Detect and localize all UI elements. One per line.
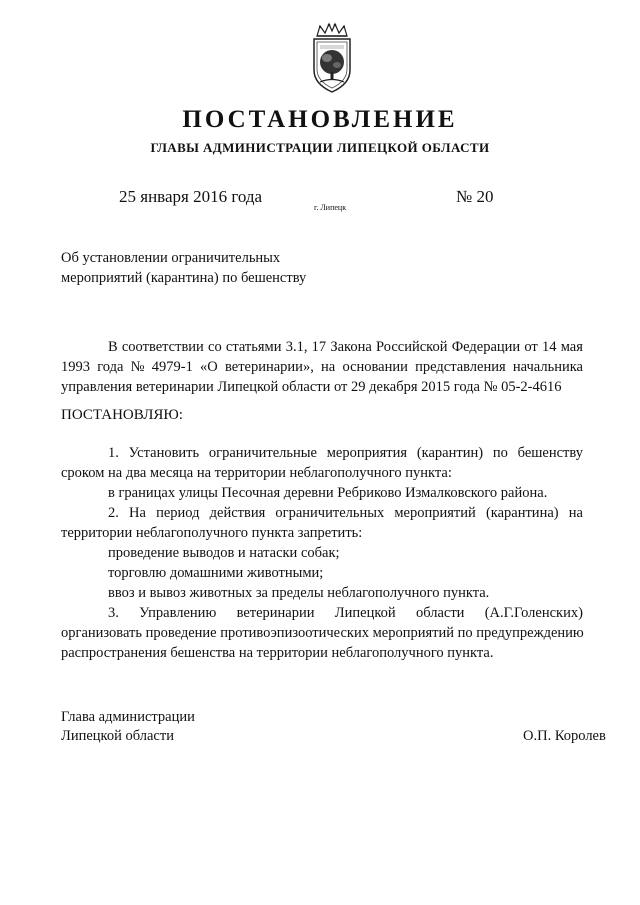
word: мероприятий [394, 505, 476, 521]
justified-line [61, 603, 583, 623]
word: (карантин) [416, 445, 484, 461]
word: ветеринарии [236, 605, 315, 621]
word: мая [560, 339, 583, 355]
word: соответствии [121, 339, 204, 355]
subject-line: мероприятий (карантина) по бешенству [61, 270, 307, 286]
word: со [208, 339, 222, 355]
word: действия [209, 505, 266, 521]
subject-line: Об установлении ограничительных [61, 250, 281, 266]
word: Липецкой [334, 605, 396, 621]
word: период [156, 505, 200, 521]
signature-name: О.П. Королев [523, 728, 606, 744]
word: 3. [108, 605, 119, 621]
word: области [415, 605, 465, 621]
word: Федерации [451, 339, 521, 355]
document-title: ПОСТАНОВЛЕНИЕ [182, 106, 458, 133]
preamble-paragraph [61, 337, 583, 397]
justified-line [61, 443, 583, 463]
word: «О [200, 359, 218, 375]
word: № [130, 359, 145, 375]
signature-position-line: Глава администрации [61, 709, 195, 725]
text-line: проведение выводов и натаски собак; [108, 545, 340, 561]
word: Российской [376, 339, 448, 355]
word: ограничительных [275, 505, 385, 521]
word: Закона [330, 339, 372, 355]
word: на [568, 505, 583, 521]
text-line: в границах улицы Песочная деревни Ребриково Измалковского района. [108, 485, 548, 501]
text-line: организовать проведение противоэпизоотических мероприятий по предупреждению [61, 625, 584, 641]
word: мероприятия [326, 445, 408, 461]
document-number: № 20 [456, 187, 494, 206]
text-line: управления ветеринарии Липецкой области от 29 декабря 2015 года № 05-2-4616 [61, 379, 562, 395]
word: основании [342, 359, 408, 375]
text-line: торговлю домашними животными; [108, 565, 324, 581]
word: На [129, 505, 146, 521]
word: 14 [541, 339, 557, 355]
word: представления [415, 359, 506, 375]
word: 1993 [61, 359, 90, 375]
signature-position-line: Липецкой области [61, 728, 174, 744]
decree-items [61, 443, 583, 663]
document-city: г. Липецк [314, 203, 347, 212]
word: по [492, 445, 508, 461]
coat-of-arms-emblem [305, 22, 359, 96]
document-date: 25 января 2016 года [119, 187, 263, 206]
word: В [108, 339, 118, 355]
justified-line [61, 337, 583, 357]
word: 3.1, [285, 339, 308, 355]
word: ограничительные [208, 445, 317, 461]
word: (А.Г.Голенских) [484, 605, 583, 621]
word: 4979-1 [151, 359, 193, 375]
text-line: территории неблагополучного пункта запретить: [61, 525, 363, 541]
word: Установить [128, 445, 200, 461]
word: года [97, 359, 124, 375]
word: бешенству [517, 445, 583, 461]
word: 17 [311, 339, 327, 355]
word: от [524, 339, 538, 355]
text-line: сроком на два месяца на территории неблагополучного пункта: [61, 465, 452, 481]
text-line: ввоз и вывоз животных за пределы неблагополучного пункта. [108, 585, 490, 601]
decree-word: ПОСТАНОВЛЯЮ: [61, 407, 183, 423]
justified-line [61, 503, 583, 523]
document-subtitle: ГЛАВЫ АДМИНИСТРАЦИИ ЛИПЕЦКОЙ ОБЛАСТИ [150, 140, 490, 155]
word: 1. [108, 445, 119, 461]
word: начальника [512, 359, 583, 375]
justified-line [61, 357, 583, 377]
word: ветеринарии», [225, 359, 314, 375]
document-subject [61, 248, 306, 288]
word: 2. [108, 505, 119, 521]
signature-position [61, 708, 195, 746]
word: статьями [225, 339, 282, 355]
word: на [321, 359, 336, 375]
word: Управлению [139, 605, 217, 621]
word: (карантина) [485, 505, 559, 521]
text-line: распространения бешенства на территории неблагополучного пункта. [61, 645, 494, 661]
